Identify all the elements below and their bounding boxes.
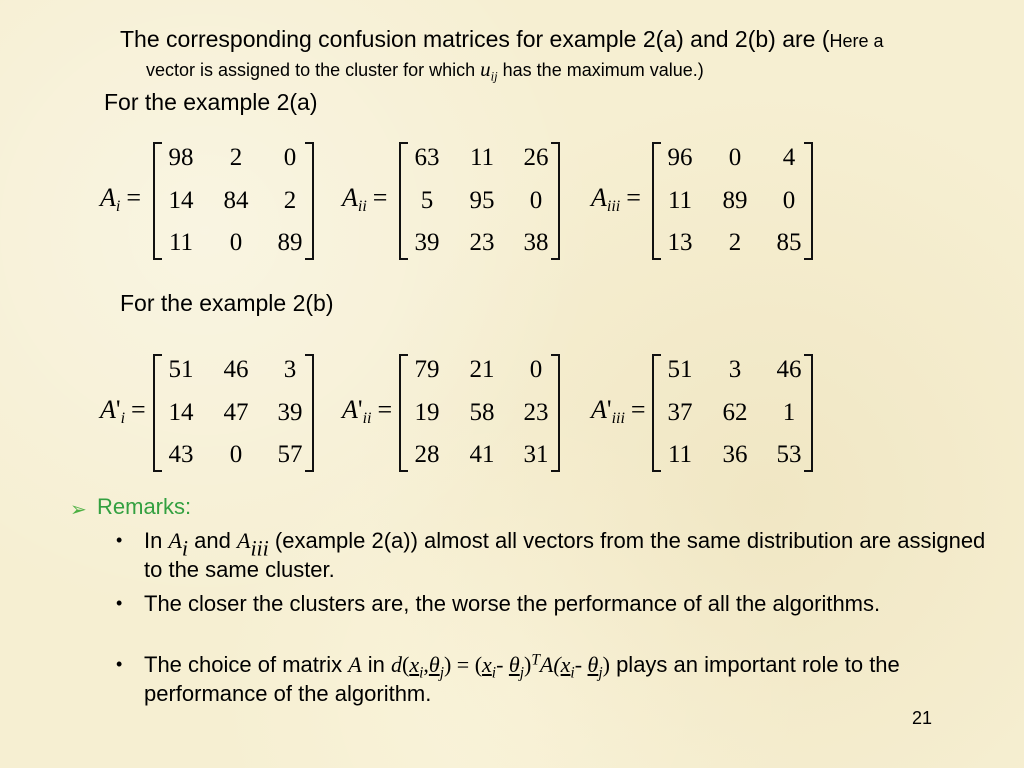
matrix-cell: 98 — [168, 144, 194, 171]
section-a-label: For the example 2(a) — [104, 89, 318, 115]
matrix-cell: 37 — [667, 399, 693, 426]
bullet-icon: • — [116, 593, 123, 613]
matrix-cell: 5 — [420, 187, 434, 214]
matrix-cell: 39 — [414, 229, 440, 256]
matrix-cell: 85 — [776, 229, 802, 256]
matrix-cell: 0 — [229, 229, 243, 256]
matrix-cell: 26 — [523, 144, 549, 171]
matrix-cell: 51 — [667, 356, 693, 383]
matrix-cell: 46 — [223, 356, 249, 383]
matrix-cell: 0 — [529, 356, 543, 383]
matrix-cell: 89 — [277, 229, 303, 256]
matrix-label: $A'_{ii}$ = — [342, 395, 393, 427]
matrix-cell: 57 — [277, 441, 303, 468]
matrix-cell: 11 — [469, 144, 495, 171]
matrix-cell: 0 — [782, 187, 796, 214]
matrix-cell: 46 — [776, 356, 802, 383]
matrix-cell: 79 — [414, 356, 440, 383]
matrix-cell: 14 — [168, 399, 194, 426]
matrix-cell: 23 — [469, 229, 495, 256]
page-number: 21 — [912, 708, 933, 728]
intro-note: Here a — [829, 31, 884, 51]
matrix-cell: 3 — [283, 356, 297, 383]
matrix-cell: 41 — [469, 441, 495, 468]
matrix-cell: 62 — [722, 399, 748, 426]
matrix-cell: 23 — [523, 399, 549, 426]
remark-2-text: The closer the clusters are, the worse the performance of all the algorithms. — [144, 591, 881, 616]
intro-line-2 — [146, 57, 704, 82]
matrix-label: $A_{ii}$ = — [342, 183, 388, 215]
matrix-cell: 43 — [168, 441, 194, 468]
remark-item-2 — [116, 589, 996, 618]
matrix-cell: 11 — [667, 187, 693, 214]
matrix-cell: 51 — [168, 356, 194, 383]
remark-item-3: • The choice of matrix A in $d(x_i,\theta_j) = (x_i-$ $\theta_j)^TA(x_i-$ $\theta_j$) plays an important role to the performance of the algorithm. — [116, 651, 900, 706]
matrix-cell: 84 — [223, 187, 249, 214]
matrix-label: $A_{iii}$ = — [591, 183, 641, 215]
arrow-bullet-icon: ➢ — [70, 499, 87, 521]
distance-formula: $d(x_i,\theta_j) = (x_i-$ $\theta_j)^TA(x_i-$ $\theta_j$) — [391, 651, 610, 682]
matrix-cell: 58 — [469, 399, 495, 426]
matrix-cell: 3 — [728, 356, 742, 383]
matrix-cell: 95 — [469, 187, 495, 214]
section-b-label: For the example 2(b) — [120, 290, 334, 316]
intro-note-text: vector is assigned to the cluster for which — [146, 60, 481, 80]
matrix-cell: 4 — [782, 144, 796, 171]
matrix-cell: 31 — [523, 441, 549, 468]
matrix-cell: 11 — [667, 441, 693, 468]
matrix-cell: 11 — [168, 229, 194, 256]
matrix-cell: 53 — [776, 441, 802, 468]
matrix-cell: 39 — [277, 399, 303, 426]
u-subscript: ij — [490, 69, 498, 84]
matrix-cell: 38 — [523, 229, 549, 256]
matrix-cell: 0 — [529, 187, 543, 214]
matrix-cell: 36 — [722, 441, 748, 468]
matrix-label: $A'_i$ = — [100, 395, 146, 427]
matrix-cell: 21 — [469, 356, 495, 383]
intro-note-end: has the maximum value.) — [497, 60, 704, 80]
bullet-icon: • — [116, 654, 123, 674]
remark-item-1: • In $A_i$ and $A_{iii}$ (example 2(a)) almost all vectors from the same distribution are assigned to the same cluster. — [116, 528, 986, 582]
matrix-cell: 2 — [229, 144, 243, 171]
intro-line-1 — [120, 26, 884, 53]
matrix-cell: 2 — [728, 229, 742, 256]
matrix-cell: 0 — [283, 144, 297, 171]
matrix-cell: 89 — [722, 187, 748, 214]
matrix-cell: 19 — [414, 399, 440, 426]
matrix-cell: 2 — [283, 187, 297, 214]
u-variable: u — [480, 57, 491, 81]
matrix-cell: 63 — [414, 144, 440, 171]
matrix-cell: 13 — [667, 229, 693, 256]
remarks-heading: Remarks: — [97, 494, 192, 519]
matrix-cell: 1 — [782, 399, 796, 426]
intro-text: The corresponding confusion matrices for example 2(a) and 2(b) are ( — [120, 26, 830, 52]
matrix-cell: 0 — [728, 144, 742, 171]
matrix-cell: 14 — [168, 187, 194, 214]
matrix-cell: 28 — [414, 441, 440, 468]
matrix-label: $A_i$ = — [100, 183, 142, 215]
matrix-cell: 0 — [229, 441, 243, 468]
matrix-cell: 47 — [223, 399, 249, 426]
matrix-cell: 96 — [667, 144, 693, 171]
matrix-label: $A'_{iii}$ = — [591, 395, 646, 427]
bullet-icon: • — [116, 530, 123, 550]
